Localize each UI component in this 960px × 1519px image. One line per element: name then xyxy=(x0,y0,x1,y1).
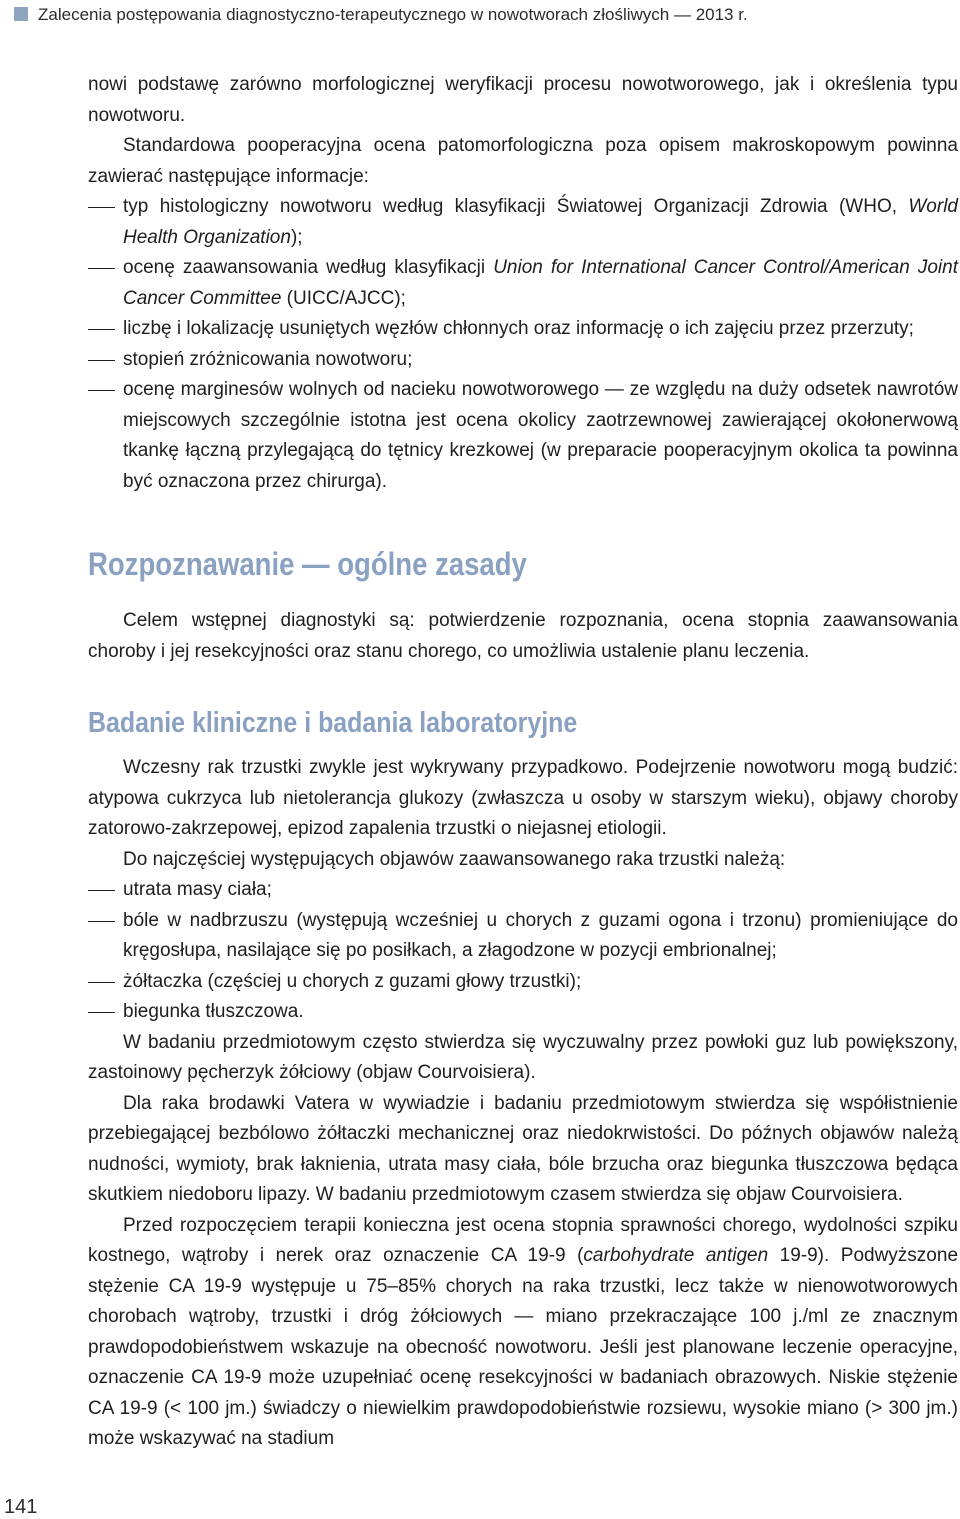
list-item: bóle w nadbrzuszu (występują wcześniej u chorych z guzami ogona i trzonu) promieniujące do kręgosłupa, nasilające się po posiłkach, a złagodzone w pozycji embrionalnej; xyxy=(88,906,958,967)
clinical-paragraph-3: W badaniu przedmiotowym często stwierdza się wyczuwalny przez powłoki guz lub powiększony, zastoinowy pęcherzyk żółciowy (objaw Courvoisiera). xyxy=(88,1031,958,1083)
intro-paragraph: nowi podstawę zarówno morfologicznej weryfikacji procesu nowotworowego, jak i określenia typu nowotworu. xyxy=(88,74,958,126)
list-item: liczbę i lokalizację usuniętych węzłów chłonnych oraz informację o ich zajęciu przez przerzuty; xyxy=(88,314,958,345)
list-item: stopień zróżnicowania nowotworu; xyxy=(88,345,958,376)
symptoms-list xyxy=(88,875,958,1028)
diagnosis-paragraph: Celem wstępnej diagnostyki są: potwierdzenie rozpoznania, ocena stopnia zaawansowania choroby i jej resekcyjności oraz stanu chorego, co umożliwia ustalenie planu leczenia. xyxy=(88,610,958,662)
standard-paragraph: Standardowa pooperacyjna ocena patomorfologiczna poza opisem makroskopowym powinna zawierać następujące informacje: xyxy=(88,135,958,187)
header-square-icon xyxy=(14,7,28,21)
section-heading-diagnosis: Rozpoznawanie — ogólne zasady xyxy=(88,546,527,582)
running-header xyxy=(0,0,960,32)
list-item: ocenę marginesów wolnych od nacieku nowotworowego — ze względu na duży odsetek nawrotów miejscowych szczególnie istotna jest ocena okolicy zaotrzewnowej zawierającej okołonerwową tkankę łączną przylegającą do tętnicy krezkowej (w preparacie pooperacyjnym okolica ta powinna być oznaczona przez chirurga). xyxy=(88,375,958,497)
running-title: Zalecenia postępowania diagnostyczno-terapeutycznego w nowotworach złośliwych — 2013 r. xyxy=(38,5,748,24)
pathology-info-list xyxy=(88,192,958,497)
section-heading-clinical: Badanie kliniczne i badania laboratoryjne xyxy=(88,707,578,739)
list-item: żółtaczka (częściej u chorych z guzami głowy trzustki); xyxy=(88,967,958,998)
clinical-paragraph-1: Wczesny rak trzustki zwykle jest wykrywany przypadkowo. Podejrzenie nowotworu mogą budzić: atypowa cukrzyca lub nietolerancja glukozy (zwłaszcza u osoby w starszym wieku), objawy choroby zatorowo-zakrzepowej, epizod zapalenia trzustki o niejasnej etiologii. xyxy=(88,757,958,839)
page-number: 141 xyxy=(4,1496,38,1518)
clinical-paragraph-2: Do najczęściej występujących objawów zaawansowanego raka trzustki należą: xyxy=(123,848,786,870)
clinical-paragraph-4: Dla raka brodawki Vatera w wywiadzie i badaniu przedmiotowym stwierdza się współistnienie przebiegającej bezbólowo żółtaczki mechanicznej oraz niedokrwistości. Do późnych objawów należą nudności, wymioty, brak łaknienia, utrata masy ciała, bóle brzucha oraz biegunka tłuszczowa będąca skutkiem niedoboru lipazy. W badaniu przedmiotowym czasem stwierdza się objaw Courvoisiera. xyxy=(88,1092,958,1205)
list-item: biegunka tłuszczowa. xyxy=(88,997,958,1028)
list-item: utrata masy ciała; xyxy=(88,875,958,906)
clinical-paragraph-5: Przed rozpoczęciem terapii konieczna jest ocena stopnia sprawności chorego, wydolności szpiku kostnego, wątroby i nerek oraz oznaczenie CA 19-9 (carbohydrate antigen 19-9). Podwyższone stężenie CA 19-9 występuje u 75–85% chorych na raka trzustki, lecz także w nienowotworowych chorobach wątroby, trzustki i dróg żółciowych — miano przekraczające 100 j./ml ze znacznym prawdopodobieństwem wskazuje na obecność nowotworu. Jeśli jest planowane leczenie operacyjne, oznaczenie CA 19-9 może uzupełniać ocenę resekcyjności w badaniach obrazowych. Niskie stężenie CA 19-9 (< 100 jm.) świadczy o niewielkim prawdopodobieństwie rozsiewu, wysokie miano (> 300 jm.) może wskazywać na stadium xyxy=(88,1214,959,1449)
page-body xyxy=(88,70,958,1455)
list-item: typ histologiczny nowotworu według klasyfikacji Światowej Organizacji Zdrowia (WHO, World Health Organization); xyxy=(88,192,958,253)
list-item: ocenę zaawansowania według klasyfikacji Union for International Cancer Control/American Joint Cancer Committee (UICC/AJCC); xyxy=(88,253,958,314)
